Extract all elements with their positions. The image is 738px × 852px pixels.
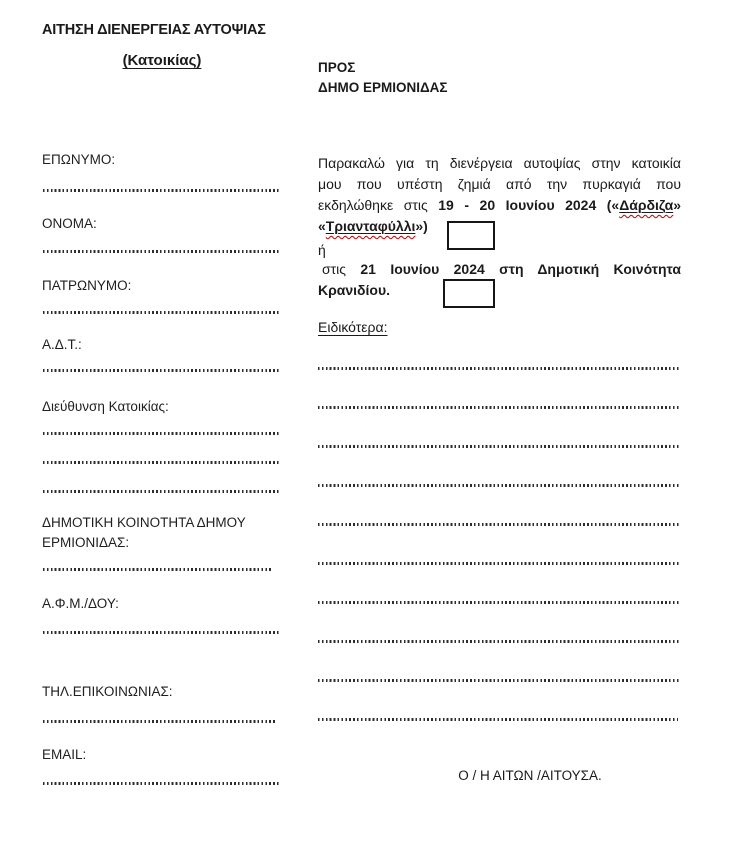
place-triantafylli: Τριανταφύλλι [325, 218, 416, 234]
place-dardiza: Δάρδιζα [619, 197, 674, 213]
request-text: στις [322, 261, 347, 277]
address-fill-line-1[interactable] [43, 432, 279, 435]
afm-doy-label: Α.Φ.Μ./ΔΟΥ: [42, 596, 119, 611]
email-label: EMAIL: [42, 747, 87, 762]
details-label: Ειδικότερα: [318, 319, 388, 335]
request-line-2 [318, 174, 681, 195]
recipient-name: ΔΗΜΟ ΕΡΜΙΟΝΙΔΑΣ [318, 80, 448, 95]
place-kranidi: Κρανιδίου. [318, 282, 391, 298]
request-text: εκδηλώθηκε στις [318, 197, 428, 213]
request-text: Παρακαλώ για τη διενέργεια αυτοψίας στην κατοικία [318, 155, 681, 171]
details-fill-line-8[interactable] [318, 640, 680, 643]
request-line-7 [318, 280, 681, 301]
request-line-or [318, 240, 681, 261]
june-21-checkbox[interactable] [443, 279, 495, 308]
request-line-3 [318, 195, 681, 216]
surname-label: ΕΠΩΝΥΜΟ: [42, 152, 116, 167]
or-word: ή [318, 242, 326, 258]
address-label: Διεύθυνση Κατοικίας: [42, 399, 169, 414]
recipient-block [318, 58, 448, 98]
patronymic-label: ΠΑΤΡΩΝΥΜΟ: [42, 278, 132, 293]
community-label: ΔΗΜΟΤΙΚΗ ΚΟΙΝΟΤΗΤΑ ΔΗΜΟΥ ΕΡΜΙΟΝΙΔΑΣ: [42, 515, 246, 550]
id-card-fill-line[interactable] [43, 369, 279, 372]
details-fill-line-6[interactable] [318, 562, 680, 565]
form-subtitle: (Κατοικίας) [122, 52, 202, 69]
details-fill-line-4[interactable] [318, 484, 680, 487]
request-text: » [673, 197, 681, 213]
request-text: « [318, 218, 326, 234]
address-fill-line-3[interactable] [43, 490, 279, 493]
details-fill-line-3[interactable] [318, 445, 680, 448]
address-fill-line-2[interactable] [43, 461, 279, 464]
request-line-1 [318, 153, 681, 174]
fire-date-1: 19 - 20 Ιουνίου 2024 (« [438, 197, 620, 213]
email-fill-line[interactable] [43, 782, 279, 785]
patronymic-fill-line[interactable] [43, 311, 279, 314]
id-card-label: Α.Δ.Τ.: [42, 337, 82, 352]
firstname-label: ΟΝΟΜΑ: [42, 216, 97, 231]
details-fill-line-2[interactable] [318, 406, 680, 409]
request-line-6 [318, 259, 681, 280]
request-text: μου που υπέστη ζημιά από την πυρκαγιά που [318, 176, 681, 192]
form-title: ΑΙΤΗΣΗ ΔΙΕΝΕΡΓΕΙΑΣ ΑΥΤΟΨΙΑΣ [42, 22, 266, 38]
applicant-signature-label: Ο / Η ΑΙΤΩΝ /ΑΙΤΟΥΣΑ. [458, 768, 602, 783]
firstname-fill-line[interactable] [43, 250, 279, 253]
afm-doy-fill-line[interactable] [43, 631, 281, 634]
details-fill-line-5[interactable] [318, 523, 680, 526]
phone-label: ΤΗΛ.ΕΠΙΚΟΙΝΩΝΙΑΣ: [42, 684, 173, 699]
fire-date-2: 21 Ιουνίου 2024 στη Δημοτική Κοινότητα [360, 261, 681, 277]
surname-fill-line[interactable] [43, 189, 279, 192]
recipient-to-label: ΠΡΟΣ [318, 60, 356, 75]
request-line-4 [318, 216, 681, 237]
phone-fill-line[interactable] [43, 720, 277, 723]
details-fill-line-9[interactable] [318, 679, 680, 682]
details-fill-line-7[interactable] [318, 601, 680, 604]
details-fill-line-10[interactable] [318, 718, 678, 721]
community-fill-line[interactable] [43, 568, 273, 571]
details-fill-line-1[interactable] [318, 367, 680, 370]
request-text: ») [415, 218, 428, 234]
